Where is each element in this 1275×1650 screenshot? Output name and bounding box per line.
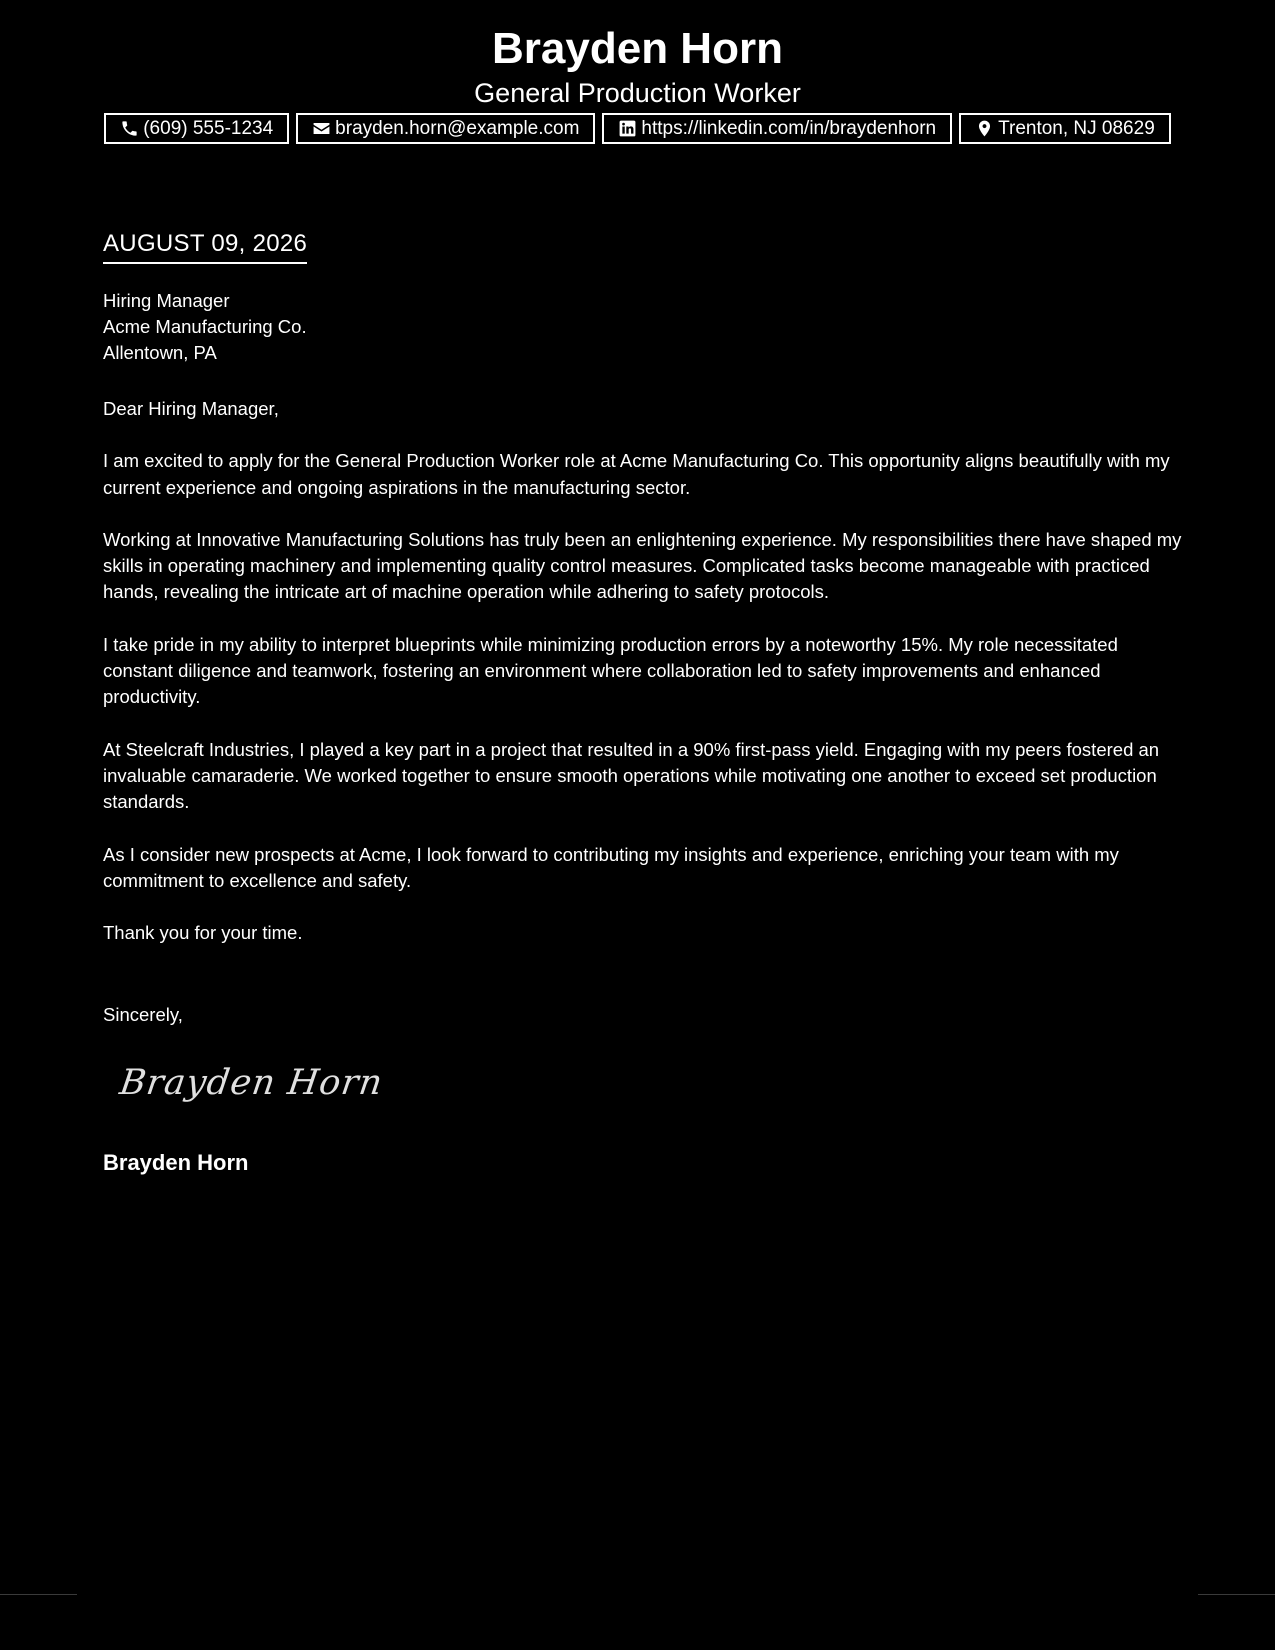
contact-bar — [0, 113, 1275, 144]
contact-phone[interactable] — [104, 113, 289, 144]
contact-email-text: brayden.horn@example.com — [335, 117, 580, 139]
applicant-title: General Production Worker — [474, 78, 801, 108]
salutation: Dear Hiring Manager, — [103, 398, 279, 419]
location-pin-icon — [975, 119, 994, 138]
body-paragraph: I am excited to apply for the General Production Worker role at Acme Manufacturing Co. This opportunity aligns beautifully with my current experience and ongoing aspirations in the manufacturing sector. — [103, 450, 1170, 498]
footer-divider-left — [0, 1594, 77, 1595]
letter-body — [103, 396, 1183, 972]
recipient-block — [103, 288, 307, 366]
applicant-name: Brayden Horn — [492, 24, 783, 73]
phone-icon — [120, 119, 139, 138]
recipient-line: Acme Manufacturing Co. — [103, 316, 307, 337]
valediction: Sincerely, — [103, 1004, 183, 1025]
envelope-icon — [312, 119, 331, 138]
body-paragraph: As I consider new prospects at Acme, I look forward to contributing my insights and experience, enriching your team with my commitment to excellence and safety. — [103, 843, 1119, 891]
body-paragraph: Thank you for your time. — [103, 922, 303, 944]
footer-divider-right — [1198, 1594, 1275, 1595]
contact-email[interactable] — [296, 113, 595, 144]
recipient-line: Allentown, PA — [103, 342, 217, 363]
contact-location[interactable] — [959, 113, 1171, 144]
contact-linkedin-text: https://linkedin.com/in/braydenhorn — [641, 117, 937, 139]
letter-header — [0, 22, 1275, 110]
letter-date: AUGUST 09, 2026 — [103, 228, 307, 264]
signer-name: Brayden Horn — [103, 1150, 249, 1175]
contact-phone-text: (609) 555-1234 — [143, 117, 274, 139]
body-paragraph: Working at Innovative Manufacturing Solutions has truly been an enlightening experience. My responsibilities there have shaped my skills in operating machinery and implementing quality control measures. Complicated tasks become manageable with practiced hands, revealing the intricate art of machine operation while adhering to safety protocols. — [103, 528, 1182, 603]
contact-linkedin[interactable] — [602, 113, 952, 144]
handwritten-signature: Brayden Horn — [117, 1063, 386, 1103]
linkedin-icon — [618, 119, 637, 138]
recipient-line: Hiring Manager — [103, 290, 230, 311]
contact-location-text: Trenton, NJ 08629 — [998, 117, 1155, 139]
body-paragraph: I take pride in my ability to interpret blueprints while minimizing production errors by a noteworthy 15%. My role necessitated constant diligence and teamwork, fostering an environment where collaboration led to safety improvements and enhanced productivity. — [103, 633, 1118, 708]
body-paragraph: At Steelcraft Industries, I played a key part in a project that resulted in a 90% first-pass yield. Engaging with my peers fostered an invaluable camaraderie. We worked together to ensure smooth operations while motivating one another to exceed set production standards. — [103, 738, 1160, 813]
